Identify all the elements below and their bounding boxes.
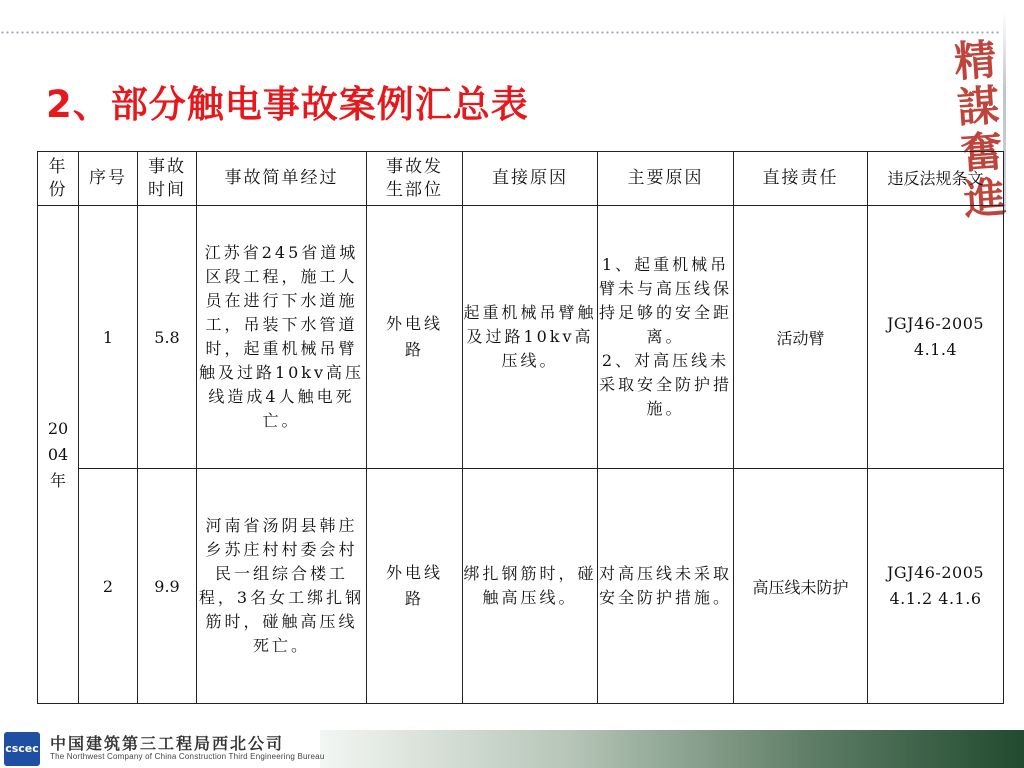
seq-cell: 1 <box>79 206 138 469</box>
header-direct-cause: 直接原因 <box>463 152 598 206</box>
header-location: 事故发 生部位 <box>367 152 463 206</box>
header-year: 年 份 <box>38 152 79 206</box>
company-name-cn: 中国建筑第三工程局西北公司 <box>50 734 285 753</box>
main-cause-cell: 对高压线未采取安全防护措施。 <box>598 469 734 704</box>
seq-cell: 2 <box>79 469 138 704</box>
year-cell: 20 04 年 <box>38 206 79 704</box>
time-cell: 5.8 <box>138 206 197 469</box>
header-responsibility: 直接责任 <box>734 152 868 206</box>
header-time: 事故 时间 <box>138 152 197 206</box>
company-name-en: The Northwest Company of China Construction Third Engineering Bureau <box>50 752 325 761</box>
footer <box>0 730 1024 768</box>
calligraphy-char: 進 <box>962 172 1008 225</box>
header-main-cause: 主要原因 <box>598 152 734 206</box>
table-row <box>38 469 1004 704</box>
header-seq: 序号 <box>79 152 138 206</box>
responsibility-cell: 活动臂 <box>734 206 868 469</box>
law-cell: JGJ46-2005 4.1.4 <box>868 206 1004 469</box>
responsibility-cell: 高压线未防护 <box>734 469 868 704</box>
law-cell: JGJ46-2005 4.1.2 4.1.6 <box>868 469 1004 704</box>
header-summary: 事故简单经过 <box>197 152 367 206</box>
location-cell: 外电线 路 <box>367 206 463 469</box>
slide-title: 2、部分触电事故案例汇总表 <box>46 83 529 126</box>
footer-gradient-band <box>320 730 1024 768</box>
time-cell: 9.9 <box>138 469 197 704</box>
direct-cause-cell: 绑扎钢筋时，碰触高压线。 <box>463 469 598 704</box>
calligraphy-char: 謀 <box>955 80 1002 133</box>
top-dotted-rule <box>0 31 1000 34</box>
location-cell: 外电线 路 <box>367 469 463 704</box>
summary-cell: 河南省汤阴县韩庄乡苏庄村村委会村民一组综合楼工程，3名女工绑扎钢筋时，碰触高压线死亡。 <box>197 469 367 704</box>
main-cause-cell: 1、起重机械吊臂未与高压线保持足够的安全距离。 2、对高压线未采取安全防护措施。 <box>598 206 734 469</box>
calligraphy-char: 精 <box>952 34 998 87</box>
direct-cause-cell: 起重机械吊臂触及过路10kv高压线。 <box>463 206 598 469</box>
table-header-row <box>38 152 1004 206</box>
header-law: 违反法规条文 <box>868 152 1004 206</box>
summary-cell: 江苏省245省道城区段工程，施工人员在进行下水道施工，吊装下水管道时，起重机械吊臂触及过路10kv高压线造成4人触电死亡。 <box>197 206 367 469</box>
table-row <box>38 206 1004 469</box>
company-logo: cscec <box>4 732 40 766</box>
calligraphy-char: 奮 <box>958 126 1005 179</box>
accident-case-table <box>37 151 1004 704</box>
